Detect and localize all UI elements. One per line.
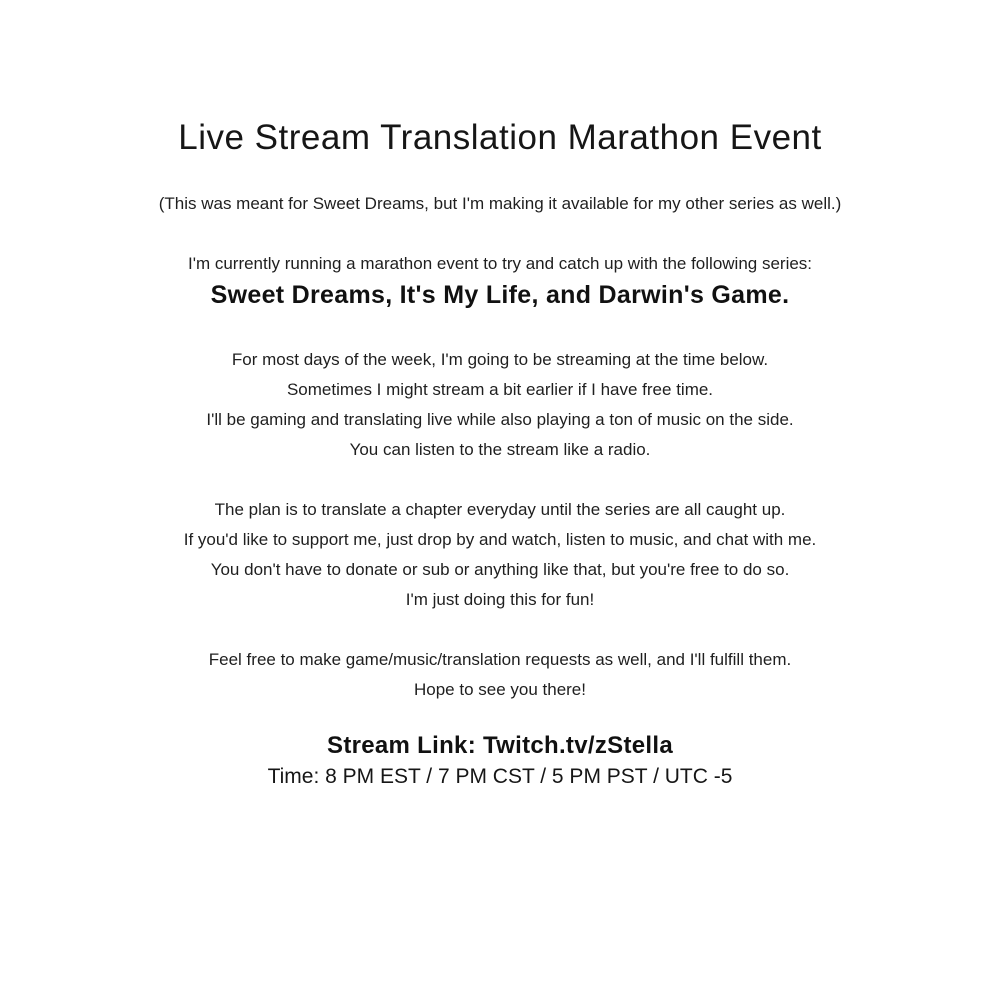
requests-paragraph (0, 645, 1000, 705)
stream-time-text: Time: 8 PM EST / 7 PM CST / 5 PM PST / UTC -5 (267, 765, 733, 788)
text-line: You can listen to the stream like a radio. (349, 440, 651, 459)
plan-paragraph (0, 495, 1000, 615)
subtitle-note: (This was meant for Sweet Dreams, but I'm making it available for my other series as well.) (158, 194, 842, 213)
text-line: I'll be gaming and translating live while also playing a ton of music on the side. (206, 410, 794, 429)
announcement-flyer (0, 116, 1000, 792)
text-line: You don't have to donate or sub or anything like that, but you're free to do so. (210, 560, 790, 579)
text-line: I'm just doing this for fun! (405, 590, 595, 609)
intro-section (0, 249, 1000, 311)
text-line: For most days of the week, I'm going to be streaming at the time below. (231, 350, 769, 369)
series-list: Sweet Dreams, It's My Life, and Darwin's Game. (210, 281, 790, 309)
text-line: Sometimes I might stream a bit earlier if I have free time. (286, 380, 714, 399)
text-line: The plan is to translate a chapter everyday until the series are all caught up. (214, 500, 786, 519)
stream-link-text: Stream Link: Twitch.tv/zStella (327, 732, 673, 759)
schedule-paragraph (0, 345, 1000, 465)
text-line: Feel free to make game/music/translation requests as well, and I'll fulfill them. (208, 650, 792, 669)
page-title: Live Stream Translation Marathon Event (178, 118, 822, 157)
text-line: Hope to see you there! (413, 680, 586, 699)
text-line: If you'd like to support me, just drop by and watch, listen to music, and chat with me. (183, 530, 817, 549)
intro-line: I'm currently running a marathon event to try and catch up with the following series: (187, 254, 813, 273)
